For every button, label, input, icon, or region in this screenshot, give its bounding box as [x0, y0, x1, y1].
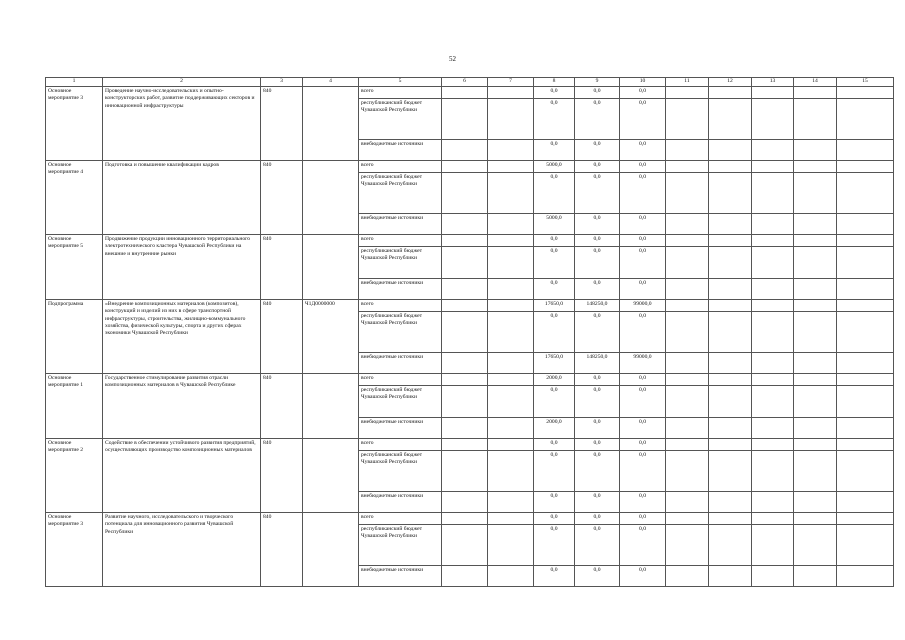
empty-cell — [794, 374, 837, 386]
empty-cell — [752, 374, 794, 386]
empty-cell — [488, 439, 534, 451]
empty-cell — [442, 492, 488, 513]
value-cell: 0,0 — [620, 439, 666, 451]
empty-cell — [709, 374, 752, 386]
funding-source-cell: республиканский бюджет Чувашской Республики — [359, 312, 442, 353]
empty-cell — [666, 525, 709, 566]
value-cell: 0,0 — [575, 214, 620, 235]
empty-cell — [794, 140, 837, 161]
target-article-cell — [303, 87, 359, 161]
empty-cell — [837, 492, 894, 513]
empty-cell — [442, 513, 488, 525]
empty-cell — [666, 87, 709, 99]
col-header: 9 — [575, 78, 620, 87]
col-header: 4 — [303, 78, 359, 87]
value-cell: 0,0 — [620, 513, 666, 525]
item-name-cell: Содействие в обеспечении устойчивого развития предприятий, осуществляющих производство композиционных материалов — [103, 439, 261, 513]
empty-cell — [442, 374, 488, 386]
gov-code-cell: 840 — [261, 439, 303, 513]
budget-table — [45, 77, 894, 587]
empty-cell — [794, 418, 837, 439]
value-cell: 0,0 — [534, 439, 575, 451]
empty-cell — [488, 374, 534, 386]
empty-cell — [488, 353, 534, 374]
empty-cell — [442, 173, 488, 214]
funding-source-cell: всего — [359, 87, 442, 99]
empty-cell — [794, 300, 837, 312]
empty-cell — [488, 492, 534, 513]
empty-cell — [752, 566, 794, 587]
item-type-cell: Основное мероприятие 4 — [46, 161, 103, 235]
gov-code-cell: 840 — [261, 161, 303, 235]
value-cell: 0,0 — [620, 492, 666, 513]
value-cell: 0,0 — [575, 439, 620, 451]
empty-cell — [752, 161, 794, 173]
table-row — [46, 439, 894, 451]
empty-cell — [666, 386, 709, 418]
empty-cell — [488, 300, 534, 312]
col-header: 8 — [534, 78, 575, 87]
empty-cell — [709, 566, 752, 587]
item-name-cell: Государственное стимулирование развития отрасли композиционных материалов в Чувашской Республике — [103, 374, 261, 439]
value-cell: 0,0 — [575, 247, 620, 279]
value-cell: 0,0 — [575, 492, 620, 513]
table-row — [46, 300, 894, 312]
empty-cell — [752, 451, 794, 492]
funding-source-cell: республиканский бюджет Чувашской Республики — [359, 99, 442, 140]
empty-cell — [794, 161, 837, 173]
gov-code-cell: 840 — [261, 374, 303, 439]
value-cell: 17650,0 — [534, 300, 575, 312]
empty-cell — [709, 140, 752, 161]
empty-cell — [752, 386, 794, 418]
empty-cell — [794, 99, 837, 140]
table-row — [46, 374, 894, 386]
empty-cell — [488, 312, 534, 353]
value-cell: 0,0 — [620, 214, 666, 235]
value-cell: 148250,0 — [575, 300, 620, 312]
empty-cell — [709, 235, 752, 247]
empty-cell — [488, 566, 534, 587]
empty-cell — [709, 451, 752, 492]
empty-cell — [752, 99, 794, 140]
value-cell: 0,0 — [534, 312, 575, 353]
empty-cell — [837, 161, 894, 173]
value-cell: 0,0 — [620, 99, 666, 140]
empty-cell — [837, 566, 894, 587]
value-cell: 17650,0 — [534, 353, 575, 374]
funding-source-cell: внебюджетные источники — [359, 492, 442, 513]
empty-cell — [752, 235, 794, 247]
empty-cell — [794, 87, 837, 99]
col-header: 12 — [709, 78, 752, 87]
value-cell: 2000,0 — [534, 374, 575, 386]
empty-cell — [837, 99, 894, 140]
table-row — [46, 161, 894, 173]
empty-cell — [837, 235, 894, 247]
empty-cell — [752, 140, 794, 161]
value-cell: 0,0 — [620, 451, 666, 492]
page-number: 52 — [449, 55, 456, 63]
empty-cell — [752, 513, 794, 525]
funding-source-cell: всего — [359, 513, 442, 525]
target-article-cell — [303, 161, 359, 235]
target-article-cell — [303, 235, 359, 300]
value-cell: 0,0 — [575, 312, 620, 353]
empty-cell — [752, 492, 794, 513]
empty-cell — [709, 439, 752, 451]
funding-source-cell: республиканский бюджет Чувашской Республики — [359, 247, 442, 279]
empty-cell — [794, 173, 837, 214]
col-header: 7 — [488, 78, 534, 87]
empty-cell — [666, 161, 709, 173]
empty-cell — [837, 353, 894, 374]
col-header: 10 — [620, 78, 666, 87]
empty-cell — [488, 173, 534, 214]
funding-source-cell: республиканский бюджет Чувашской Республики — [359, 386, 442, 418]
empty-cell — [488, 214, 534, 235]
empty-cell — [752, 418, 794, 439]
empty-cell — [488, 418, 534, 439]
value-cell: 0,0 — [575, 513, 620, 525]
empty-cell — [488, 386, 534, 418]
empty-cell — [488, 513, 534, 525]
empty-cell — [837, 513, 894, 525]
empty-cell — [752, 312, 794, 353]
col-header: 2 — [103, 78, 261, 87]
value-cell: 0,0 — [534, 525, 575, 566]
value-cell: 0,0 — [620, 312, 666, 353]
value-cell: 0,0 — [620, 87, 666, 99]
funding-source-cell: внебюджетные источники — [359, 279, 442, 300]
item-type-cell: Основное мероприятие 1 — [46, 374, 103, 439]
empty-cell — [666, 279, 709, 300]
funding-source-cell: всего — [359, 374, 442, 386]
empty-cell — [709, 87, 752, 99]
value-cell: 0,0 — [534, 235, 575, 247]
funding-source-cell: всего — [359, 235, 442, 247]
col-header: 11 — [666, 78, 709, 87]
empty-cell — [442, 439, 488, 451]
value-cell: 0,0 — [620, 374, 666, 386]
empty-cell — [709, 492, 752, 513]
value-cell: 0,0 — [534, 87, 575, 99]
item-name-cell: Продвижение продукции инновационного территориального электротехнического кластера Чувашской Республики на внешние и внутренние рынки — [103, 235, 261, 300]
value-cell: 0,0 — [534, 386, 575, 418]
target-article-cell — [303, 374, 359, 439]
empty-cell — [837, 418, 894, 439]
empty-cell — [488, 279, 534, 300]
value-cell: 0,0 — [575, 235, 620, 247]
value-cell: 0,0 — [620, 566, 666, 587]
funding-source-cell: внебюджетные источники — [359, 140, 442, 161]
empty-cell — [794, 451, 837, 492]
item-type-cell: Основное мероприятие 2 — [46, 439, 103, 513]
value-cell: 0,0 — [575, 99, 620, 140]
empty-cell — [666, 451, 709, 492]
empty-cell — [709, 386, 752, 418]
empty-cell — [837, 312, 894, 353]
gov-code-cell: 840 — [261, 235, 303, 300]
value-cell: 148250,0 — [575, 353, 620, 374]
funding-source-cell: внебюджетные источники — [359, 214, 442, 235]
header-row — [46, 78, 894, 87]
empty-cell — [442, 386, 488, 418]
empty-cell — [442, 87, 488, 99]
value-cell: 5000,0 — [534, 161, 575, 173]
empty-cell — [488, 235, 534, 247]
item-type-cell: Основное мероприятие 3 — [46, 87, 103, 161]
empty-cell — [709, 99, 752, 140]
empty-cell — [709, 312, 752, 353]
empty-cell — [666, 235, 709, 247]
empty-cell — [442, 300, 488, 312]
empty-cell — [709, 161, 752, 173]
empty-cell — [709, 300, 752, 312]
funding-source-cell: республиканский бюджет Чувашской Республики — [359, 525, 442, 566]
funding-source-cell: республиканский бюджет Чувашской Республики — [359, 173, 442, 214]
empty-cell — [794, 312, 837, 353]
empty-cell — [442, 99, 488, 140]
empty-cell — [837, 279, 894, 300]
value-cell: 0,0 — [620, 386, 666, 418]
empty-cell — [666, 353, 709, 374]
empty-cell — [442, 161, 488, 173]
col-header: 14 — [794, 78, 837, 87]
empty-cell — [488, 525, 534, 566]
empty-cell — [752, 525, 794, 566]
col-header: 1 — [46, 78, 103, 87]
funding-source-cell: республиканский бюджет Чувашской Республики — [359, 451, 442, 492]
empty-cell — [752, 87, 794, 99]
target-article-cell: Ч1Д0000000 — [303, 300, 359, 374]
funding-source-cell: всего — [359, 161, 442, 173]
empty-cell — [794, 386, 837, 418]
target-article-cell — [303, 513, 359, 587]
empty-cell — [666, 312, 709, 353]
value-cell: 0,0 — [575, 451, 620, 492]
empty-cell — [488, 99, 534, 140]
empty-cell — [666, 374, 709, 386]
empty-cell — [442, 235, 488, 247]
value-cell: 0,0 — [534, 173, 575, 214]
item-name-cell: Подготовка и повышение квалификации кадров — [103, 161, 261, 235]
empty-cell — [794, 566, 837, 587]
empty-cell — [837, 87, 894, 99]
empty-cell — [709, 279, 752, 300]
value-cell: 2000,0 — [534, 418, 575, 439]
value-cell: 0,0 — [620, 418, 666, 439]
empty-cell — [709, 513, 752, 525]
gov-code-cell: 840 — [261, 87, 303, 161]
empty-cell — [442, 451, 488, 492]
empty-cell — [442, 525, 488, 566]
table-row — [46, 235, 894, 247]
value-cell: 0,0 — [575, 173, 620, 214]
empty-cell — [442, 247, 488, 279]
empty-cell — [488, 140, 534, 161]
empty-cell — [488, 451, 534, 492]
empty-cell — [666, 300, 709, 312]
value-cell: 0,0 — [534, 247, 575, 279]
empty-cell — [709, 247, 752, 279]
empty-cell — [752, 173, 794, 214]
item-name-cell: «Внедрение композиционных материалов (композитов), конструкций и изделий из них в сфере транспортной инфраструктуры, строительства, жилищно-коммунального хозяйства, физической культуры, спорта и других сферах экономики Чувашской Республики — [103, 300, 261, 374]
empty-cell — [752, 247, 794, 279]
empty-cell — [666, 513, 709, 525]
value-cell: 5000,0 — [534, 214, 575, 235]
gov-code-cell: 840 — [261, 513, 303, 587]
empty-cell — [837, 140, 894, 161]
empty-cell — [666, 418, 709, 439]
value-cell: 0,0 — [575, 418, 620, 439]
empty-cell — [837, 451, 894, 492]
empty-cell — [488, 247, 534, 279]
value-cell: 0,0 — [575, 87, 620, 99]
col-header: 13 — [752, 78, 794, 87]
empty-cell — [794, 439, 837, 451]
empty-cell — [752, 353, 794, 374]
empty-cell — [442, 312, 488, 353]
empty-cell — [442, 214, 488, 235]
empty-cell — [442, 566, 488, 587]
funding-source-cell: внебюджетные источники — [359, 418, 442, 439]
empty-cell — [794, 525, 837, 566]
funding-source-cell: всего — [359, 300, 442, 312]
empty-cell — [794, 513, 837, 525]
empty-cell — [752, 279, 794, 300]
empty-cell — [442, 353, 488, 374]
value-cell: 0,0 — [575, 140, 620, 161]
empty-cell — [666, 173, 709, 214]
value-cell: 0,0 — [575, 374, 620, 386]
empty-cell — [488, 87, 534, 99]
col-header: 6 — [442, 78, 488, 87]
item-name-cell: Проведение научно-исследовательских и опытно-конструкторских работ, развитие поддерживающих секторов и инновационной инфраструктуры — [103, 87, 261, 161]
empty-cell — [752, 300, 794, 312]
empty-cell — [794, 214, 837, 235]
value-cell: 0,0 — [620, 140, 666, 161]
item-name-cell: Развитие научного, исследовательского и творческого потенциала для инновационного развития Чувашской Республики — [103, 513, 261, 587]
empty-cell — [709, 173, 752, 214]
item-type-cell: Основное мероприятие 5 — [46, 235, 103, 300]
empty-cell — [752, 214, 794, 235]
gov-code-cell: 840 — [261, 300, 303, 374]
table-row — [46, 513, 894, 525]
empty-cell — [837, 173, 894, 214]
value-cell: 0,0 — [534, 566, 575, 587]
empty-cell — [442, 140, 488, 161]
funding-source-cell: всего — [359, 439, 442, 451]
empty-cell — [666, 439, 709, 451]
value-cell: 0,0 — [534, 492, 575, 513]
empty-cell — [709, 525, 752, 566]
empty-cell — [752, 439, 794, 451]
value-cell: 0,0 — [534, 140, 575, 161]
value-cell: 0,0 — [534, 99, 575, 140]
value-cell: 0,0 — [575, 279, 620, 300]
value-cell: 0,0 — [575, 386, 620, 418]
empty-cell — [794, 353, 837, 374]
empty-cell — [794, 235, 837, 247]
value-cell: 99000,0 — [620, 300, 666, 312]
value-cell: 0,0 — [620, 235, 666, 247]
value-cell: 0,0 — [575, 566, 620, 587]
empty-cell — [837, 247, 894, 279]
empty-cell — [666, 247, 709, 279]
value-cell: 0,0 — [534, 279, 575, 300]
empty-cell — [709, 353, 752, 374]
empty-cell — [837, 214, 894, 235]
col-header: 15 — [837, 78, 894, 87]
value-cell: 0,0 — [575, 525, 620, 566]
empty-cell — [442, 279, 488, 300]
empty-cell — [666, 140, 709, 161]
value-cell: 0,0 — [620, 173, 666, 214]
funding-source-cell: внебюджетные источники — [359, 353, 442, 374]
item-type-cell: Основное мероприятие 3 — [46, 513, 103, 587]
table-row — [46, 87, 894, 99]
value-cell: 99000,0 — [620, 353, 666, 374]
value-cell: 0,0 — [620, 525, 666, 566]
empty-cell — [442, 418, 488, 439]
empty-cell — [666, 99, 709, 140]
empty-cell — [488, 161, 534, 173]
empty-cell — [837, 525, 894, 566]
empty-cell — [794, 247, 837, 279]
empty-cell — [794, 279, 837, 300]
empty-cell — [837, 300, 894, 312]
empty-cell — [837, 374, 894, 386]
value-cell: 0,0 — [534, 513, 575, 525]
empty-cell — [666, 492, 709, 513]
col-header: 3 — [261, 78, 303, 87]
empty-cell — [794, 492, 837, 513]
empty-cell — [709, 418, 752, 439]
value-cell: 0,0 — [620, 279, 666, 300]
item-type-cell: Подпрограмма — [46, 300, 103, 374]
value-cell: 0,0 — [534, 451, 575, 492]
col-header: 5 — [359, 78, 442, 87]
value-cell: 0,0 — [575, 161, 620, 173]
empty-cell — [666, 214, 709, 235]
empty-cell — [837, 439, 894, 451]
target-article-cell — [303, 439, 359, 513]
funding-source-cell: внебюджетные источники — [359, 566, 442, 587]
value-cell: 0,0 — [620, 161, 666, 173]
empty-cell — [709, 214, 752, 235]
empty-cell — [666, 566, 709, 587]
value-cell: 0,0 — [620, 247, 666, 279]
empty-cell — [837, 386, 894, 418]
